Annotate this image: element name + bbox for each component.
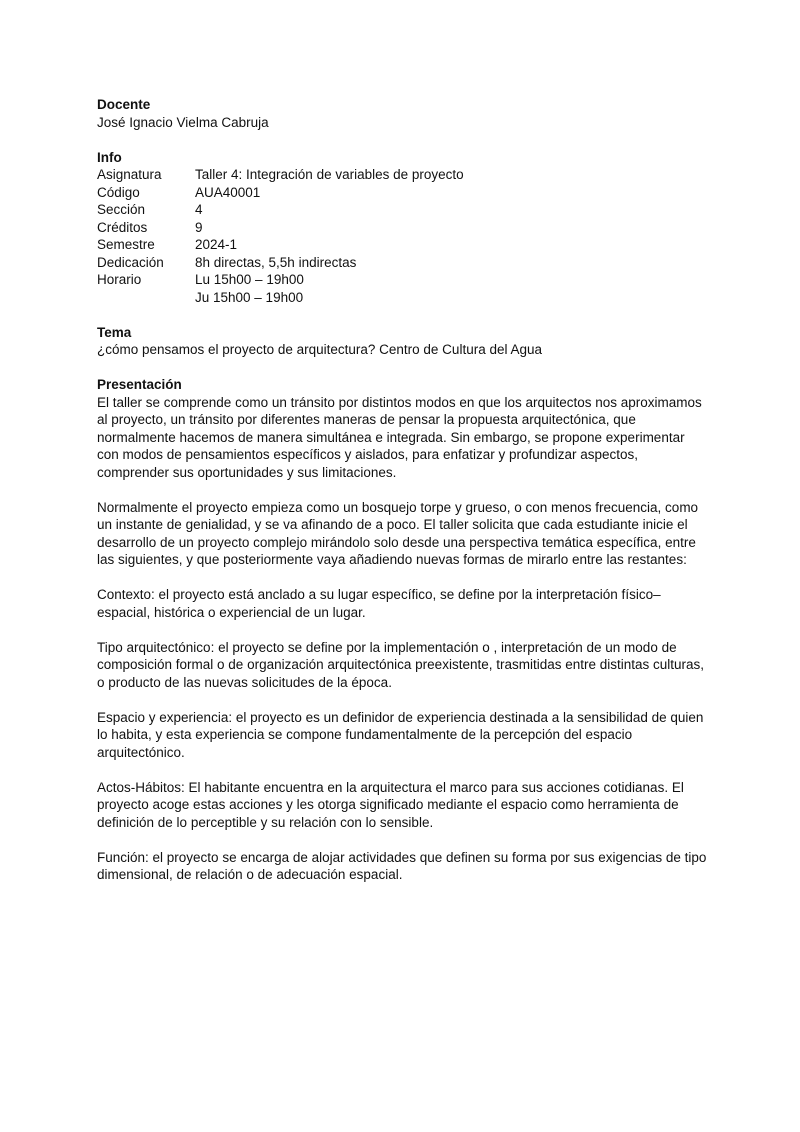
info-label: Asignatura bbox=[97, 167, 162, 182]
info-heading: Info bbox=[97, 149, 122, 165]
presentacion-section bbox=[97, 376, 708, 884]
tema-section bbox=[97, 324, 708, 359]
info-label: Dedicación bbox=[97, 254, 164, 270]
tema-heading: Tema bbox=[97, 324, 132, 340]
info-label: Horario bbox=[97, 272, 142, 287]
info-section bbox=[97, 149, 708, 307]
paragraph: Contexto: el proyecto está anclado a su lugar específico, se define por la interpretación físico–espacial, histórica o experiencial de un lugar. bbox=[97, 587, 661, 620]
info-table bbox=[97, 166, 708, 306]
presentacion-heading: Presentación bbox=[97, 377, 182, 392]
paragraph: Normalmente el proyecto empieza como un bosquejo torpe y grueso, o con menos frecuencia, como un instante de genialidad, y se va afinando de a poco. El taller solicita que cada estudiante inicie el desarrollo de un proyecto complejo mirándolo solo desde una perspectiva temática específica, entre las siguientes, y que posteriormente vaya añadiendo nuevas formas de mirarlo entre las restantes: bbox=[97, 499, 699, 567]
info-value: Ju 15h00 – 19h00 bbox=[195, 289, 304, 305]
paragraph: Función: el proyecto se encarga de alojar actividades que definen su forma por sus exigencias de tipo dimensional, de relación o de adecuación espacial. bbox=[97, 849, 707, 882]
info-value: 4 bbox=[195, 202, 203, 217]
info-value: AUA40001 bbox=[195, 184, 261, 200]
info-value: 2024-1 bbox=[195, 237, 238, 252]
info-row bbox=[97, 236, 708, 254]
info-value: Lu 15h00 – 19h00 bbox=[195, 272, 304, 287]
info-row bbox=[97, 289, 708, 307]
docente-heading: Docente bbox=[97, 97, 151, 112]
info-label: Sección bbox=[97, 202, 146, 217]
info-label: Semestre bbox=[97, 237, 155, 252]
info-row bbox=[97, 166, 708, 184]
paragraph: Tipo arquitectónico: el proyecto se define por la implementación o , interpretación de un modo de composición formal o de organización arquitectónica preexistente, trasmitidas entre distintas culturas, o producto de las nuevas solicitudes de la época. bbox=[97, 639, 705, 690]
tema-text: ¿cómo pensamos el proyecto de arquitectura? Centro de Cultura del Agua bbox=[97, 342, 543, 357]
info-value: 9 bbox=[195, 219, 203, 235]
docente-section bbox=[97, 96, 708, 131]
info-label: Créditos bbox=[97, 219, 148, 235]
info-label: Código bbox=[97, 184, 140, 200]
info-row bbox=[97, 184, 708, 202]
info-value: 8h directas, 5,5h indirectas bbox=[195, 254, 357, 270]
info-row bbox=[97, 254, 708, 272]
paragraph: Actos-Hábitos: El habitante encuentra en la arquitectura el marco para sus acciones cotidianas. El proyecto acoge estas acciones y les otorga significado mediante el espacio como herramienta de definición de lo perceptible y su relación con lo sensible. bbox=[97, 779, 684, 830]
info-row bbox=[97, 201, 708, 219]
docente-name: José Ignacio Vielma Cabruja bbox=[97, 114, 269, 130]
paragraph: El taller se comprende como un tránsito por distintos modos en que los arquitectos nos aproximamos al proyecto, un tránsito por diferentes maneras de pensar la propuesta arquitectónica, que normalmente hacemos de manera simultánea e integrada. Sin embargo, se propone experimentar con modos de pensamientos específicos y aislados, para enfatizar y profundizar aspectos, comprender sus oportunidades y sus limitaciones. bbox=[97, 394, 702, 480]
paragraph: Espacio y experiencia: el proyecto es un definidor de experiencia destinada a la sensibilidad de quien lo habita, y esta experiencia se compone fundamentalmente de la percepción del espacio arquitectónico. bbox=[97, 709, 704, 760]
info-row bbox=[97, 219, 708, 237]
info-row bbox=[97, 271, 708, 289]
info-value: Taller 4: Integración de variables de proyecto bbox=[195, 167, 464, 182]
